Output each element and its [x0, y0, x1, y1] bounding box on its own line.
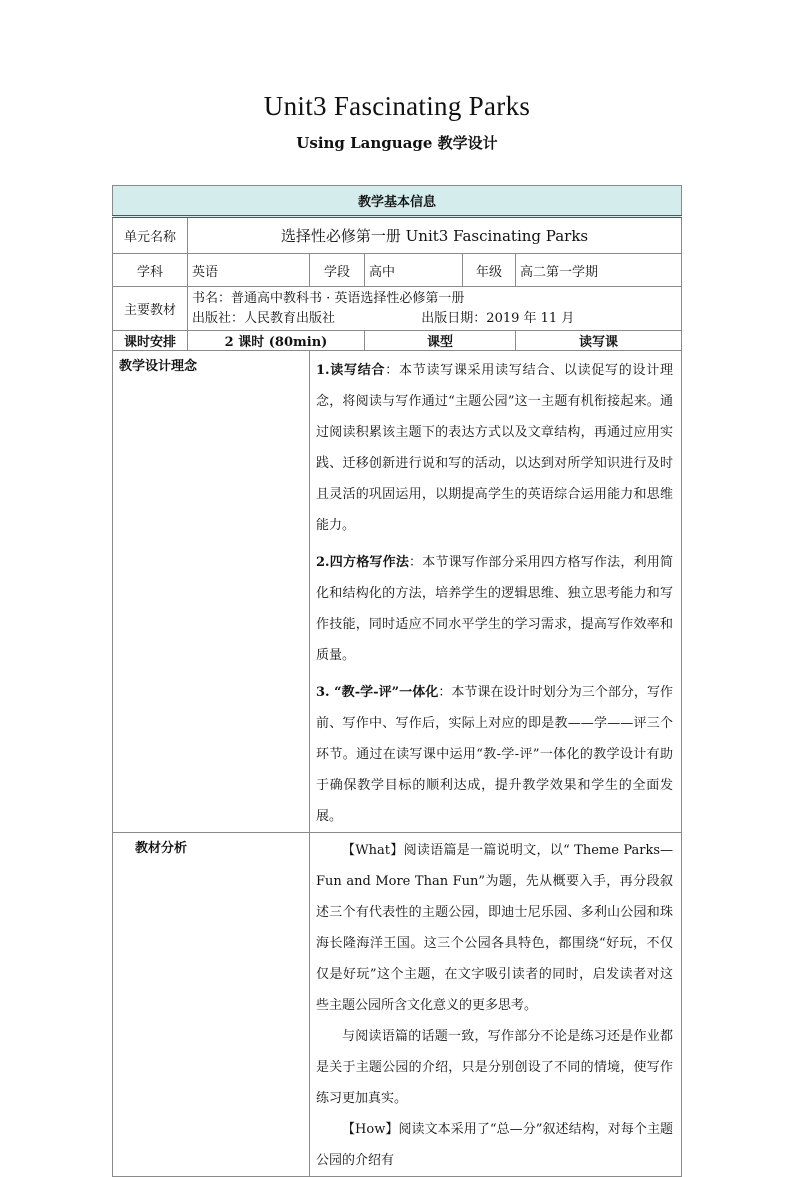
grade-value: 高二第一学期 — [516, 254, 682, 287]
type-value: 读写课 — [516, 331, 682, 351]
textbook-date: 出版日期：2019 年 11 月 — [421, 310, 575, 326]
textbook-row — [113, 287, 682, 331]
concept-paragraph-2 — [316, 547, 673, 671]
concept-p2-heading: 2.四方格写作法 — [316, 555, 410, 570]
concept-paragraph-1 — [316, 355, 673, 541]
subject-row — [113, 254, 682, 287]
concept-p2-text: ：本节课写作部分采用四方格写作法，利用简化和结构化的方法，培养学生的逻辑思维、独立思考能力和写作技能，同时适应不同水平学生的学习需求，提高写作效率和质量。 — [316, 555, 674, 663]
document-title: Unit3 Fascinating Parks — [263, 91, 531, 121]
document-subtitle: Using Language 教学设计 — [296, 134, 498, 152]
textbook-info — [188, 287, 682, 331]
concept-row — [113, 351, 682, 833]
subject-label: 学科 — [113, 254, 188, 287]
concept-p3-heading: 3. “教-学-评”一体化 — [316, 685, 439, 700]
concept-p1-text: ：本节读写课采用读写结合、以读促写的设计理念，将阅读与写作通过“主题公园”这一主题有机衔接起来。通过阅读积累该主题下的表达方式以及文章结构，再通过应用实践、迁移创新进行说和写的活动，以达到对所学知识进行及时且灵活的巩固运用，以期提高学生的英语综合运用能力和思维能力。 — [316, 363, 674, 533]
textbook-title: 书名：普通高中教科书 · 英语选择性必修第一册 — [192, 290, 465, 306]
table-header-row — [113, 186, 682, 217]
subject-value: 英语 — [188, 254, 310, 287]
analysis-paragraph-1: 【What】阅读语篇是一篇说明文，以“ Theme Parks—Fun and More Than Fun”为题，先从概要入手，再分段叙述三个有代表性的主题公园，即迪士尼乐园、多利山公园和珠海长隆海洋王国。这三个公园各具特色，都围绕“好玩，不仅仅是好玩”这个主题，在文字吸引读者的同时，启发读者对这些主题公园所含文化意义的更多思考。 — [316, 843, 674, 1013]
unit-value: 选择性必修第一册 Unit3 Fascinating Parks — [188, 217, 682, 254]
unit-row — [113, 217, 682, 254]
concept-p1-heading: 1.读写结合 — [316, 363, 386, 378]
type-label: 课型 — [365, 331, 516, 351]
analysis-label: 教材分析 — [113, 833, 310, 1177]
grade-label: 年级 — [463, 254, 516, 287]
schedule-row — [113, 331, 682, 351]
analysis-paragraph-2: 与阅读语篇的话题一致，写作部分不论是练习还是作业都是关于主题公园的介绍，只是分别创设了不同的情境，使写作练习更加真实。 — [316, 1029, 674, 1106]
analysis-row — [113, 833, 682, 1177]
analysis-paragraph-3: 【How】阅读文本采用了“总—分”叙述结构，对每个主题公园的介绍有 — [316, 1122, 674, 1168]
textbook-publisher: 出版社：人民教育出版社 — [192, 310, 336, 326]
analysis-content — [310, 833, 682, 1177]
textbook-publisher-line — [192, 309, 677, 329]
unit-label: 单元名称 — [113, 217, 188, 254]
concept-p3-text: ：本节课在设计时划分为三个部分，写作前、写作中、写作后，实际上对应的即是教——学——评三个环节。通过在读写课中运用“教-学-评”一体化的教学设计有助于确保教学目标的顺利达成，提升教学效果和学生的全面发展。 — [316, 685, 674, 824]
stage-label: 学段 — [310, 254, 365, 287]
concept-label: 教学设计理念 — [113, 351, 310, 833]
stage-value: 高中 — [365, 254, 463, 287]
schedule-label: 课时安排 — [113, 331, 188, 351]
textbook-label: 主要教材 — [113, 287, 188, 331]
lesson-info-table — [112, 185, 682, 1177]
table-header: 教学基本信息 — [113, 186, 682, 217]
schedule-value: 2 课时 (80min) — [188, 331, 365, 351]
concept-paragraph-3 — [316, 677, 673, 832]
concept-content — [310, 351, 682, 833]
